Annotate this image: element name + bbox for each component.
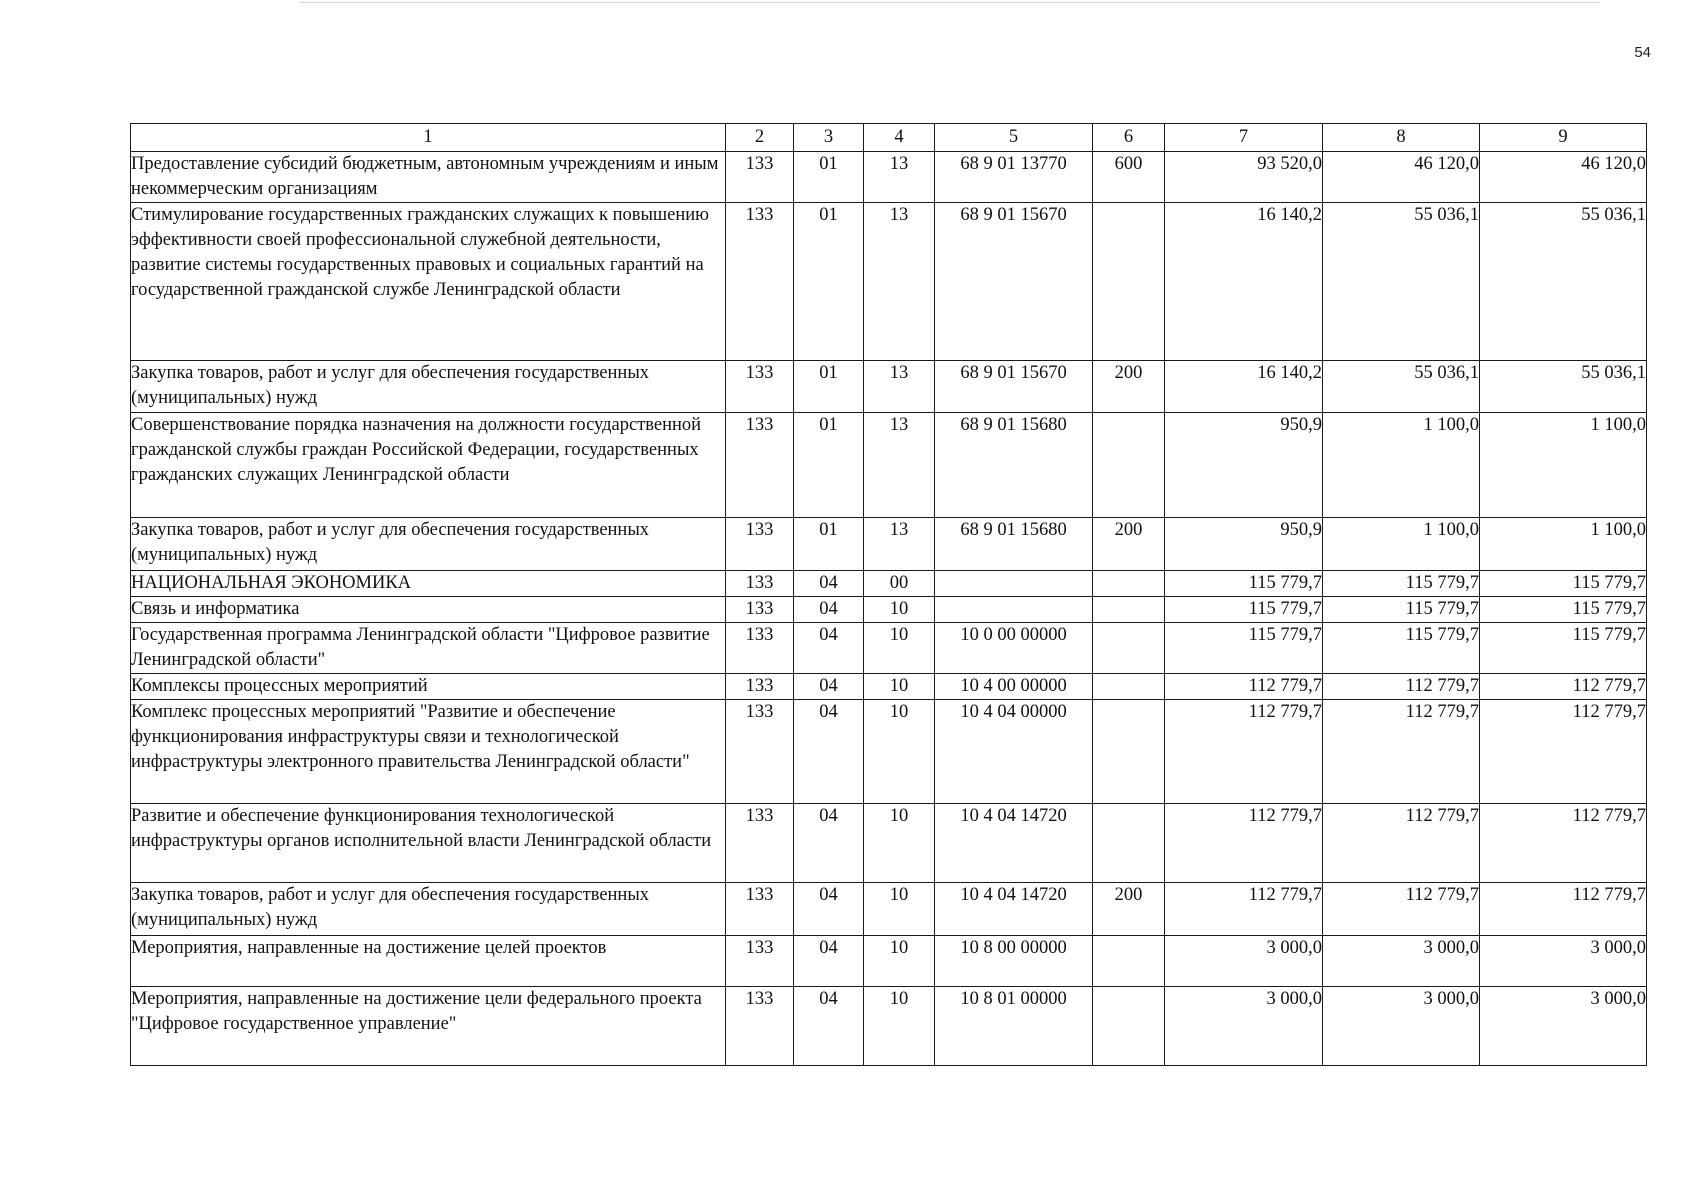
code-col5: 10 0 00 00000 — [935, 623, 1093, 674]
amount-col7: 950,9 — [1165, 413, 1323, 518]
amount-col8: 46 120,0 — [1323, 152, 1480, 203]
code-col6: 600 — [1093, 152, 1165, 203]
code-col3: 04 — [794, 936, 864, 987]
code-col3: 04 — [794, 623, 864, 674]
code-col6: 200 — [1093, 361, 1165, 413]
code-col6 — [1093, 571, 1165, 597]
table-row — [131, 883, 1647, 936]
expense-name: Совершенствование порядка назначения на должности государственной гражданской службы граждан Российской Федерации, государственных гражданских служащих Ленинградской области — [131, 413, 726, 518]
code-col6 — [1093, 413, 1165, 518]
code-col3: 04 — [794, 597, 864, 623]
amount-col7: 112 779,7 — [1165, 700, 1323, 804]
code-col6 — [1093, 623, 1165, 674]
expense-name: Закупка товаров, работ и услуг для обеспечения государственных (муниципальных) нужд — [131, 883, 726, 936]
amount-col9: 55 036,1 — [1480, 203, 1647, 361]
code-col3: 01 — [794, 413, 864, 518]
amount-col8: 112 779,7 — [1323, 700, 1480, 804]
amount-col8: 115 779,7 — [1323, 597, 1480, 623]
code-col5: 68 9 01 13770 — [935, 152, 1093, 203]
column-header: 3 — [794, 124, 864, 152]
amount-col8: 115 779,7 — [1323, 571, 1480, 597]
amount-col7: 115 779,7 — [1165, 623, 1323, 674]
column-header: 9 — [1480, 124, 1647, 152]
amount-col9: 3 000,0 — [1480, 936, 1647, 987]
expense-name: Комплекс процессных мероприятий "Развитие и обеспечение функционирования инфраструктуры связи и технологической инфраструктуры электронного правительства Ленинградской области" — [131, 700, 726, 804]
expense-name: Предоставление субсидий бюджетным, автономным учреждениям и иным некоммерческим организациям — [131, 152, 726, 203]
code-col4: 13 — [864, 152, 935, 203]
scan-border-line — [300, 2, 1600, 3]
table-row — [131, 361, 1647, 413]
code-col2: 133 — [726, 623, 794, 674]
amount-col9: 1 100,0 — [1480, 518, 1647, 571]
code-col6 — [1093, 203, 1165, 361]
code-col5: 10 4 04 14720 — [935, 883, 1093, 936]
amount-col7: 93 520,0 — [1165, 152, 1323, 203]
amount-col7: 112 779,7 — [1165, 804, 1323, 883]
code-col2: 133 — [726, 361, 794, 413]
amount-col9: 3 000,0 — [1480, 987, 1647, 1066]
code-col6 — [1093, 674, 1165, 700]
amount-col8: 55 036,1 — [1323, 361, 1480, 413]
table-row — [131, 152, 1647, 203]
amount-col7: 16 140,2 — [1165, 361, 1323, 413]
code-col3: 04 — [794, 987, 864, 1066]
column-header: 5 — [935, 124, 1093, 152]
amount-col8: 112 779,7 — [1323, 804, 1480, 883]
code-col6: 200 — [1093, 518, 1165, 571]
expense-name: Стимулирование государственных гражданских служащих к повышению эффективности своей профессиональной служебной деятельности, развитие системы государственных правовых и социальных гарантий на государственной гражданской службе Ленинградской области — [131, 203, 726, 361]
code-col5: 10 4 04 14720 — [935, 804, 1093, 883]
column-header: 6 — [1093, 124, 1165, 152]
code-col4: 10 — [864, 936, 935, 987]
amount-col9: 112 779,7 — [1480, 883, 1647, 936]
table-row — [131, 623, 1647, 674]
code-col4: 10 — [864, 804, 935, 883]
amount-col8: 112 779,7 — [1323, 674, 1480, 700]
expense-name: Мероприятия, направленные на достижение цели федерального проекта "Цифровое государственное управление" — [131, 987, 726, 1066]
code-col4: 10 — [864, 987, 935, 1066]
amount-col7: 950,9 — [1165, 518, 1323, 571]
expense-name: Закупка товаров, работ и услуг для обеспечения государственных (муниципальных) нужд — [131, 518, 726, 571]
column-header: 1 — [131, 124, 726, 152]
code-col3: 01 — [794, 361, 864, 413]
amount-col9: 1 100,0 — [1480, 413, 1647, 518]
code-col5: 68 9 01 15670 — [935, 203, 1093, 361]
amount-col9: 115 779,7 — [1480, 623, 1647, 674]
code-col5: 68 9 01 15670 — [935, 361, 1093, 413]
code-col4: 10 — [864, 623, 935, 674]
expense-name: НАЦИОНАЛЬНАЯ ЭКОНОМИКА — [131, 571, 726, 597]
code-col5: 68 9 01 15680 — [935, 413, 1093, 518]
amount-col8: 3 000,0 — [1323, 936, 1480, 987]
code-col2: 133 — [726, 883, 794, 936]
code-col2: 133 — [726, 700, 794, 804]
expense-name: Связь и информатика — [131, 597, 726, 623]
amount-col8: 1 100,0 — [1323, 518, 1480, 571]
table-row — [131, 987, 1647, 1066]
code-col4: 10 — [864, 883, 935, 936]
table-row — [131, 936, 1647, 987]
code-col3: 04 — [794, 883, 864, 936]
code-col3: 04 — [794, 674, 864, 700]
code-col5: 10 8 01 00000 — [935, 987, 1093, 1066]
table-row — [131, 700, 1647, 804]
amount-col8: 3 000,0 — [1323, 987, 1480, 1066]
code-col2: 133 — [726, 571, 794, 597]
column-header: 8 — [1323, 124, 1480, 152]
code-col5: 10 4 04 00000 — [935, 700, 1093, 804]
code-col6 — [1093, 804, 1165, 883]
code-col4: 13 — [864, 413, 935, 518]
code-col2: 133 — [726, 987, 794, 1066]
code-col3: 04 — [794, 571, 864, 597]
column-header: 2 — [726, 124, 794, 152]
amount-col7: 112 779,7 — [1165, 883, 1323, 936]
code-col5: 68 9 01 15680 — [935, 518, 1093, 571]
amount-col9: 112 779,7 — [1480, 674, 1647, 700]
expense-name: Развитие и обеспечение функционирования технологической инфраструктуры органов исполнительной власти Ленинградской области — [131, 804, 726, 883]
code-col5: 10 4 00 00000 — [935, 674, 1093, 700]
code-col3: 04 — [794, 804, 864, 883]
code-col2: 133 — [726, 413, 794, 518]
code-col2: 133 — [726, 674, 794, 700]
table-row — [131, 571, 1647, 597]
budget-table — [130, 123, 1647, 1066]
code-col3: 01 — [794, 518, 864, 571]
table-row — [131, 203, 1647, 361]
amount-col8: 112 779,7 — [1323, 883, 1480, 936]
code-col2: 133 — [726, 152, 794, 203]
expense-name: Государственная программа Ленинградской области "Цифровое развитие Ленинградской области" — [131, 623, 726, 674]
amount-col7: 115 779,7 — [1165, 597, 1323, 623]
code-col3: 01 — [794, 152, 864, 203]
column-header: 4 — [864, 124, 935, 152]
table-row — [131, 597, 1647, 623]
amount-col9: 55 036,1 — [1480, 361, 1647, 413]
code-col2: 133 — [726, 518, 794, 571]
code-col3: 01 — [794, 203, 864, 361]
code-col6 — [1093, 700, 1165, 804]
amount-col7: 16 140,2 — [1165, 203, 1323, 361]
code-col2: 133 — [726, 936, 794, 987]
table-row — [131, 804, 1647, 883]
code-col5 — [935, 571, 1093, 597]
amount-col8: 1 100,0 — [1323, 413, 1480, 518]
amount-col9: 115 779,7 — [1480, 571, 1647, 597]
amount-col9: 115 779,7 — [1480, 597, 1647, 623]
code-col5 — [935, 597, 1093, 623]
expense-name: Закупка товаров, работ и услуг для обеспечения государственных (муниципальных) нужд — [131, 361, 726, 413]
code-col3: 04 — [794, 700, 864, 804]
amount-col7: 3 000,0 — [1165, 987, 1323, 1066]
code-col4: 13 — [864, 361, 935, 413]
code-col6: 200 — [1093, 883, 1165, 936]
code-col2: 133 — [726, 203, 794, 361]
amount-col8: 115 779,7 — [1323, 623, 1480, 674]
header-row — [131, 124, 1647, 152]
column-header: 7 — [1165, 124, 1323, 152]
amount-col7: 3 000,0 — [1165, 936, 1323, 987]
amount-col7: 112 779,7 — [1165, 674, 1323, 700]
expense-name: Мероприятия, направленные на достижение целей проектов — [131, 936, 726, 987]
expense-name: Комплексы процессных мероприятий — [131, 674, 726, 700]
code-col4: 10 — [864, 700, 935, 804]
code-col4: 13 — [864, 203, 935, 361]
code-col4: 10 — [864, 597, 935, 623]
code-col2: 133 — [726, 804, 794, 883]
code-col6 — [1093, 597, 1165, 623]
table-row — [131, 518, 1647, 571]
amount-col9: 46 120,0 — [1480, 152, 1647, 203]
amount-col8: 55 036,1 — [1323, 203, 1480, 361]
code-col4: 13 — [864, 518, 935, 571]
code-col5: 10 8 00 00000 — [935, 936, 1093, 987]
amount-col7: 115 779,7 — [1165, 571, 1323, 597]
code-col6 — [1093, 987, 1165, 1066]
table-row — [131, 674, 1647, 700]
page-number: 54 — [1634, 44, 1651, 61]
table-row — [131, 413, 1647, 518]
code-col6 — [1093, 936, 1165, 987]
code-col2: 133 — [726, 597, 794, 623]
amount-col9: 112 779,7 — [1480, 804, 1647, 883]
code-col4: 00 — [864, 571, 935, 597]
amount-col9: 112 779,7 — [1480, 700, 1647, 804]
code-col4: 10 — [864, 674, 935, 700]
